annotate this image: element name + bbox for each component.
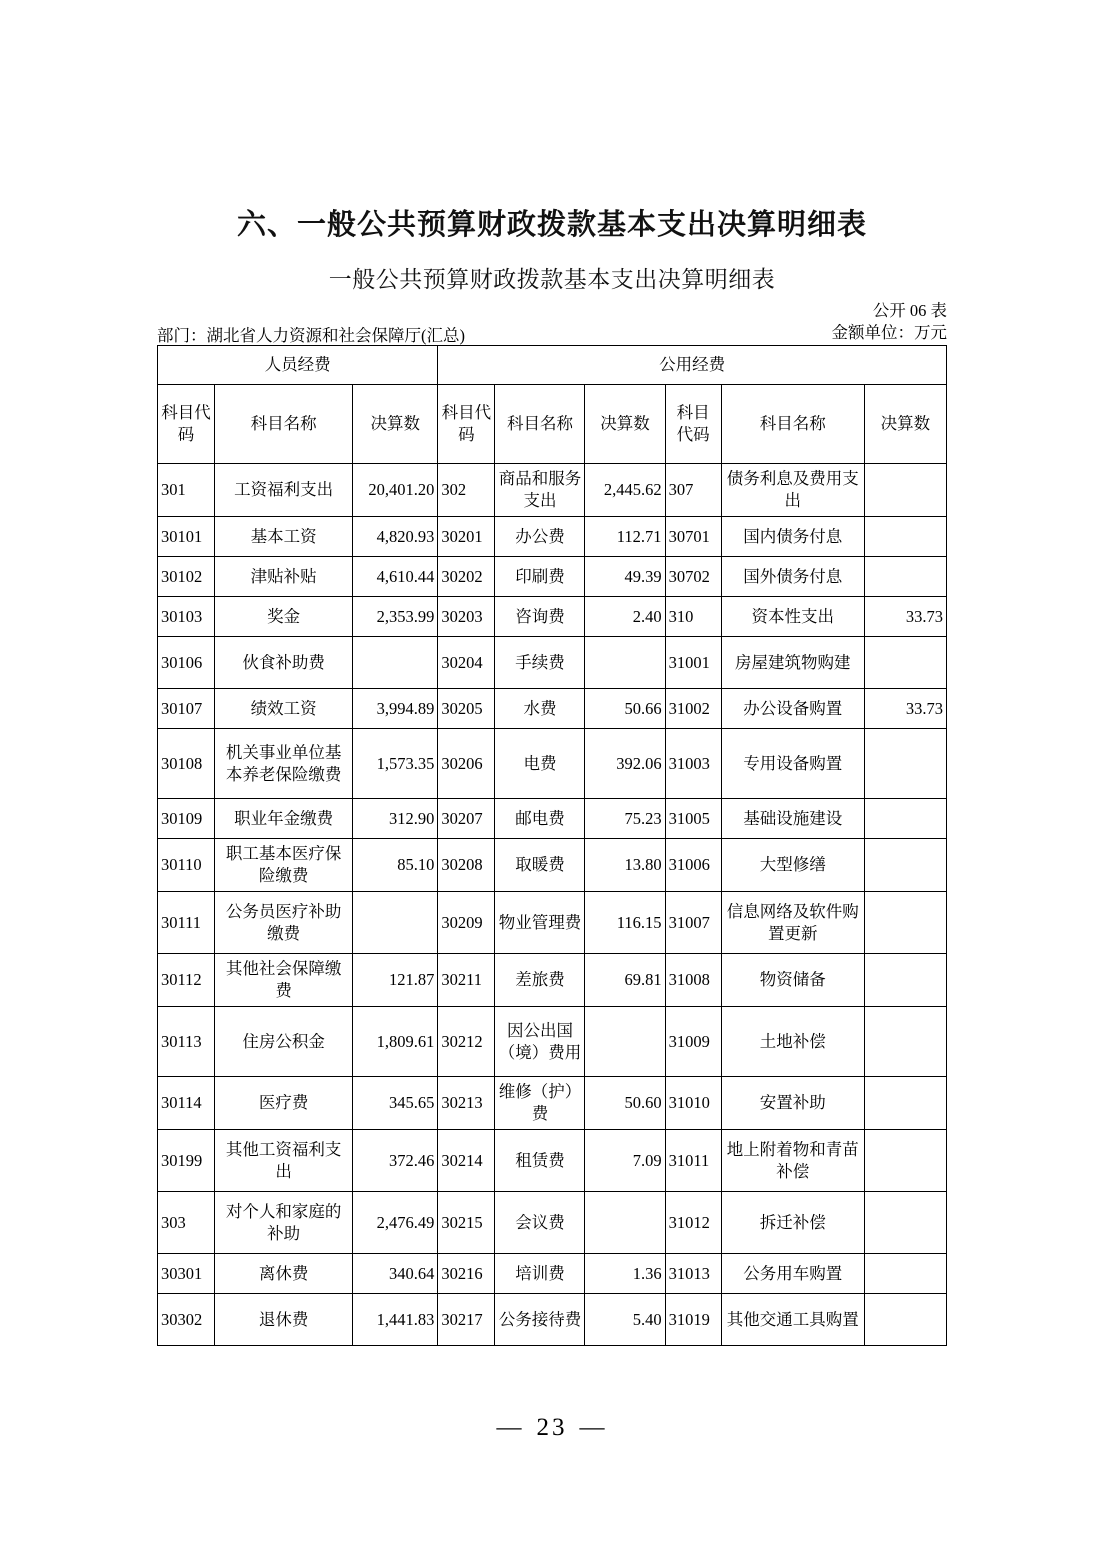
final-amount-cell: 121.87 — [353, 954, 438, 1007]
department-label: 部门：湖北省人力资源和社会保障厅(汇总) — [157, 326, 465, 345]
subject-code-cell: 30109 — [158, 799, 215, 839]
final-amount-cell: 13.80 — [585, 839, 665, 892]
final-amount-cell — [864, 839, 946, 892]
final-amount-cell — [864, 892, 946, 954]
subject-code-cell: 31005 — [665, 799, 721, 839]
table-row — [158, 597, 947, 637]
subject-name-cell: 机关事业单位基本养老保险缴费 — [215, 729, 353, 799]
final-amount-cell: 1.36 — [585, 1254, 665, 1294]
subject-name-cell: 公务用车购置 — [721, 1254, 864, 1294]
subject-name-cell: 基础设施建设 — [721, 799, 864, 839]
final-amount-cell — [353, 892, 438, 954]
subject-code-cell: 30202 — [438, 557, 495, 597]
expenditure-table — [157, 345, 947, 1346]
subject-code-cell: 30206 — [438, 729, 495, 799]
table-row — [158, 954, 947, 1007]
subject-code-cell: 30199 — [158, 1130, 215, 1192]
final-amount-cell: 49.39 — [585, 557, 665, 597]
final-amount-cell — [864, 729, 946, 799]
amount-unit: 金额单位：万元 — [831, 323, 947, 342]
subject-code-cell: 30103 — [158, 597, 215, 637]
subject-code-cell: 30203 — [438, 597, 495, 637]
subject-name-cell: 会议费 — [495, 1192, 585, 1254]
subject-name-cell: 物业管理费 — [495, 892, 585, 954]
subject-code-cell: 30212 — [438, 1007, 495, 1077]
subject-name-cell: 培训费 — [495, 1254, 585, 1294]
subject-name-cell: 公务员医疗补助缴费 — [215, 892, 353, 954]
subject-name-cell: 安置补助 — [721, 1077, 864, 1130]
subject-code-cell: 30108 — [158, 729, 215, 799]
subject-name-cell: 土地补偿 — [721, 1007, 864, 1077]
final-amount-cell: 2,445.62 — [585, 464, 665, 517]
subject-name-cell: 其他交通工具购置 — [721, 1294, 864, 1346]
table-row — [158, 799, 947, 839]
subject-code-cell: 30114 — [158, 1077, 215, 1130]
final-amount-cell: 392.06 — [585, 729, 665, 799]
group-header-row — [158, 346, 947, 385]
subject-name-cell: 取暖费 — [495, 839, 585, 892]
col-header-name-2: 科目名称 — [495, 385, 585, 464]
subject-code-cell: 31001 — [665, 637, 721, 689]
subject-code-cell: 30204 — [438, 637, 495, 689]
final-amount-cell — [864, 799, 946, 839]
subject-name-cell: 国外债务付息 — [721, 557, 864, 597]
subject-code-cell: 31010 — [665, 1077, 721, 1130]
final-amount-cell: 7.09 — [585, 1130, 665, 1192]
table-row — [158, 557, 947, 597]
final-amount-cell: 116.15 — [585, 892, 665, 954]
table-row — [158, 729, 947, 799]
subject-code-cell: 30107 — [158, 689, 215, 729]
subject-name-cell: 基本工资 — [215, 517, 353, 557]
subject-name-cell: 工资福利支出 — [215, 464, 353, 517]
subject-code-cell: 30302 — [158, 1294, 215, 1346]
final-amount-cell: 33.73 — [864, 689, 946, 729]
subject-code-cell: 30106 — [158, 637, 215, 689]
subject-code-cell: 30211 — [438, 954, 495, 1007]
subject-code-cell: 30102 — [158, 557, 215, 597]
subject-name-cell: 离休费 — [215, 1254, 353, 1294]
final-amount-cell: 33.73 — [864, 597, 946, 637]
final-amount-cell: 69.81 — [585, 954, 665, 1007]
subject-name-cell: 印刷费 — [495, 557, 585, 597]
page-footer — [157, 1414, 947, 1442]
table-title: 一般公共预算财政拨款基本支出决算明细表 — [328, 267, 776, 292]
final-amount-cell: 3,994.89 — [353, 689, 438, 729]
final-amount-cell: 75.23 — [585, 799, 665, 839]
subject-code-cell: 31009 — [665, 1007, 721, 1077]
subject-code-cell: 30213 — [438, 1077, 495, 1130]
col-header-code-1: 科目代码 — [158, 385, 215, 464]
subject-code-cell: 30110 — [158, 839, 215, 892]
subject-name-cell: 医疗费 — [215, 1077, 353, 1130]
final-amount-cell — [864, 954, 946, 1007]
subject-name-cell: 绩效工资 — [215, 689, 353, 729]
document-page — [157, 0, 947, 1559]
subject-name-cell: 邮电费 — [495, 799, 585, 839]
page-dash-left: — — [496, 1414, 525, 1441]
subject-name-cell: 对个人和家庭的补助 — [215, 1192, 353, 1254]
final-amount-cell: 50.60 — [585, 1077, 665, 1130]
table-row — [158, 1007, 947, 1077]
group-header-personnel: 人员经费 — [158, 346, 438, 385]
subject-name-cell: 维修（护）费 — [495, 1077, 585, 1130]
subject-code-cell: 30113 — [158, 1007, 215, 1077]
subject-code-cell: 30209 — [438, 892, 495, 954]
final-amount-cell — [353, 637, 438, 689]
table-row — [158, 464, 947, 517]
page-dash-right: — — [579, 1414, 608, 1441]
final-amount-cell — [864, 1192, 946, 1254]
subject-code-cell: 31006 — [665, 839, 721, 892]
table-head — [158, 346, 947, 464]
subject-name-cell: 物资储备 — [721, 954, 864, 1007]
subject-name-cell: 职工基本医疗保险缴费 — [215, 839, 353, 892]
subject-name-cell: 国内债务付息 — [721, 517, 864, 557]
subject-name-cell: 退休费 — [215, 1294, 353, 1346]
subject-code-cell: 310 — [665, 597, 721, 637]
subject-code-cell: 30208 — [438, 839, 495, 892]
subject-code-cell: 302 — [438, 464, 495, 517]
final-amount-cell: 1,809.61 — [353, 1007, 438, 1077]
final-amount-cell: 50.66 — [585, 689, 665, 729]
col-header-code-3: 科目代码 — [665, 385, 721, 464]
subject-name-cell: 债务利息及费用支出 — [721, 464, 864, 517]
subject-name-cell: 地上附着物和青苗补偿 — [721, 1130, 864, 1192]
final-amount-cell: 5.40 — [585, 1294, 665, 1346]
final-amount-cell: 340.64 — [353, 1254, 438, 1294]
final-amount-cell — [864, 637, 946, 689]
col-header-value-1: 决算数 — [353, 385, 438, 464]
subject-name-cell: 商品和服务支出 — [495, 464, 585, 517]
col-header-value-3: 决算数 — [864, 385, 946, 464]
subject-code-cell: 303 — [158, 1192, 215, 1254]
subject-code-cell: 301 — [158, 464, 215, 517]
final-amount-cell: 20,401.20 — [353, 464, 438, 517]
subject-name-cell: 办公设备购置 — [721, 689, 864, 729]
subject-name-cell: 电费 — [495, 729, 585, 799]
final-amount-cell: 2,353.99 — [353, 597, 438, 637]
table-row — [158, 1254, 947, 1294]
table-row — [158, 517, 947, 557]
subject-code-cell: 30207 — [438, 799, 495, 839]
col-header-code-2: 科目代码 — [438, 385, 495, 464]
final-amount-cell — [585, 637, 665, 689]
subject-code-cell: 31008 — [665, 954, 721, 1007]
col-header-name-1: 科目名称 — [215, 385, 353, 464]
final-amount-cell: 85.10 — [353, 839, 438, 892]
final-amount-cell: 4,610.44 — [353, 557, 438, 597]
final-amount-cell: 1,573.35 — [353, 729, 438, 799]
final-amount-cell: 312.90 — [353, 799, 438, 839]
final-amount-cell — [864, 1077, 946, 1130]
subject-code-cell: 31012 — [665, 1192, 721, 1254]
subject-name-cell: 大型修缮 — [721, 839, 864, 892]
table-body — [158, 464, 947, 1346]
subject-code-cell: 30205 — [438, 689, 495, 729]
subject-name-cell: 其他工资福利支出 — [215, 1130, 353, 1192]
subject-code-cell: 30217 — [438, 1294, 495, 1346]
subject-name-cell: 公务接待费 — [495, 1294, 585, 1346]
subject-name-cell: 信息网络及软件购置更新 — [721, 892, 864, 954]
subject-code-cell: 31007 — [665, 892, 721, 954]
final-amount-cell — [864, 1130, 946, 1192]
column-header-row — [158, 385, 947, 464]
subject-code-cell: 30214 — [438, 1130, 495, 1192]
final-amount-cell: 112.71 — [585, 517, 665, 557]
form-number: 公开 06 表 — [872, 301, 947, 320]
subject-code-cell: 30111 — [158, 892, 215, 954]
subject-code-cell: 31013 — [665, 1254, 721, 1294]
subject-code-cell: 30701 — [665, 517, 721, 557]
subject-code-cell: 31003 — [665, 729, 721, 799]
subject-code-cell: 30215 — [438, 1192, 495, 1254]
table-row — [158, 839, 947, 892]
subject-code-cell: 30216 — [438, 1254, 495, 1294]
subject-name-cell: 差旅费 — [495, 954, 585, 1007]
final-amount-cell: 345.65 — [353, 1077, 438, 1130]
form-meta — [832, 300, 948, 344]
table-row — [158, 892, 947, 954]
subject-code-cell: 30702 — [665, 557, 721, 597]
subject-name-cell: 租赁费 — [495, 1130, 585, 1192]
final-amount-cell — [864, 464, 946, 517]
subject-name-cell: 职业年金缴费 — [215, 799, 353, 839]
table-row — [158, 1192, 947, 1254]
final-amount-cell: 2.40 — [585, 597, 665, 637]
subject-name-cell: 伙食补助费 — [215, 637, 353, 689]
subject-name-cell: 奖金 — [215, 597, 353, 637]
final-amount-cell: 372.46 — [353, 1130, 438, 1192]
table-row — [158, 1130, 947, 1192]
final-amount-cell — [864, 1007, 946, 1077]
subject-name-cell: 水费 — [495, 689, 585, 729]
subject-name-cell: 住房公积金 — [215, 1007, 353, 1077]
subject-name-cell: 专用设备购置 — [721, 729, 864, 799]
subject-code-cell: 31011 — [665, 1130, 721, 1192]
group-header-public: 公用经费 — [438, 346, 947, 385]
subject-code-cell: 31019 — [665, 1294, 721, 1346]
table-row — [158, 1077, 947, 1130]
subject-code-cell: 307 — [665, 464, 721, 517]
subject-name-cell: 津贴补贴 — [215, 557, 353, 597]
subject-name-cell: 手续费 — [495, 637, 585, 689]
subject-name-cell: 办公费 — [495, 517, 585, 557]
final-amount-cell: 4,820.93 — [353, 517, 438, 557]
page-number: 23 — [536, 1414, 568, 1441]
subject-name-cell: 其他社会保障缴费 — [215, 954, 353, 1007]
subject-name-cell: 因公出国（境）费用 — [495, 1007, 585, 1077]
final-amount-cell: 1,441.83 — [353, 1294, 438, 1346]
table-row — [158, 689, 947, 729]
subject-code-cell: 30301 — [158, 1254, 215, 1294]
final-amount-cell — [864, 1294, 946, 1346]
final-amount-cell: 2,476.49 — [353, 1192, 438, 1254]
table-meta — [157, 302, 947, 344]
table-row — [158, 637, 947, 689]
subject-name-cell: 咨询费 — [495, 597, 585, 637]
subject-name-cell: 房屋建筑物购建 — [721, 637, 864, 689]
col-header-name-3: 科目名称 — [721, 385, 864, 464]
subject-code-cell: 30201 — [438, 517, 495, 557]
final-amount-cell — [585, 1192, 665, 1254]
final-amount-cell — [585, 1007, 665, 1077]
subject-code-cell: 31002 — [665, 689, 721, 729]
final-amount-cell — [864, 517, 946, 557]
subject-code-cell: 30112 — [158, 954, 215, 1007]
final-amount-cell — [864, 1254, 946, 1294]
subject-code-cell: 30101 — [158, 517, 215, 557]
subject-name-cell: 资本性支出 — [721, 597, 864, 637]
col-header-value-2: 决算数 — [585, 385, 665, 464]
page-title: 六、一般公共预算财政拨款基本支出决算明细表 — [236, 209, 867, 241]
final-amount-cell — [864, 557, 946, 597]
table-row — [158, 1294, 947, 1346]
subject-name-cell: 拆迁补偿 — [721, 1192, 864, 1254]
